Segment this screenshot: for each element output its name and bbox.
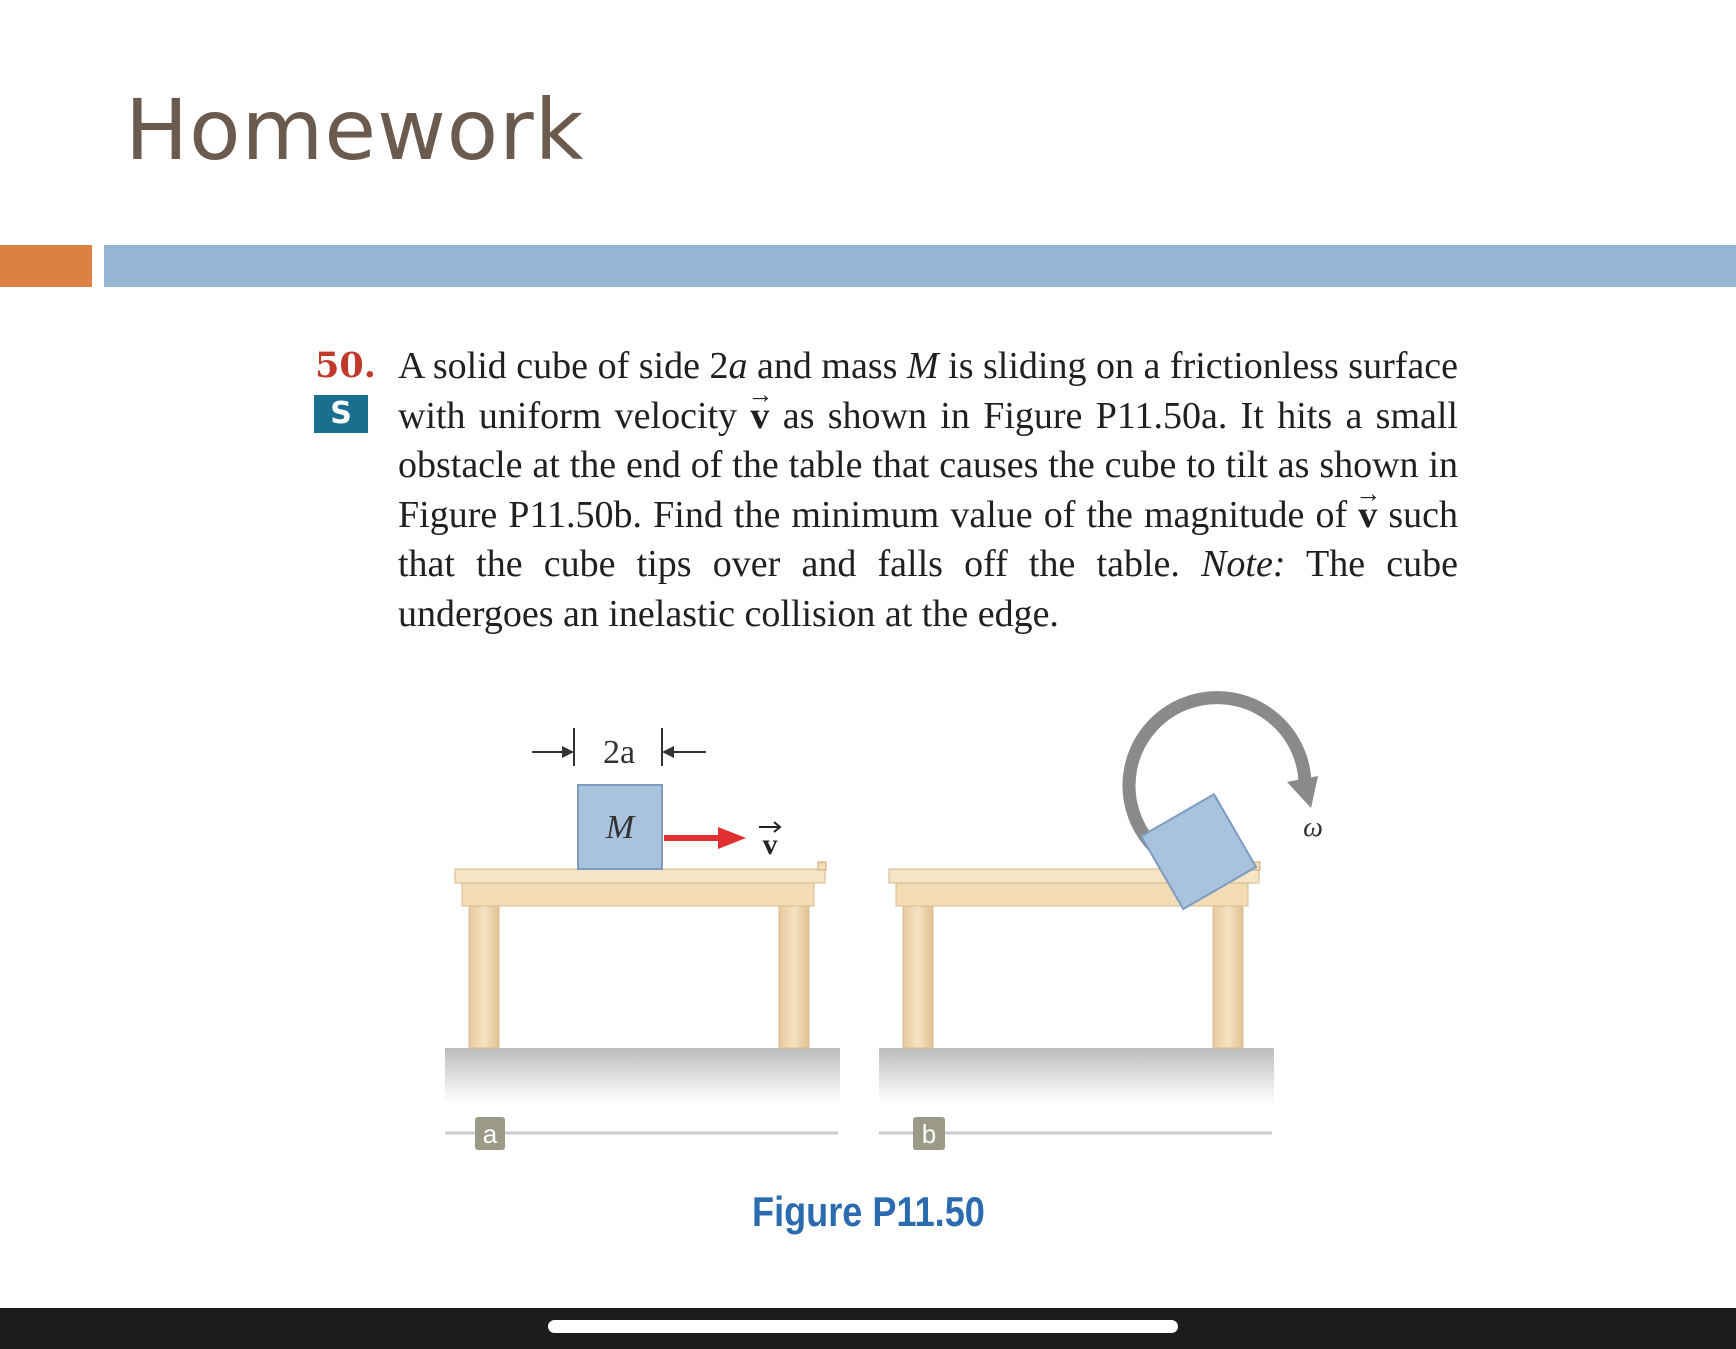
velocity-vector: → v (1358, 491, 1377, 541)
slide-title: Homework (125, 81, 585, 179)
table-leg (779, 905, 809, 1048)
table-leg (469, 905, 499, 1048)
text-part: A solid cube of side 2 (398, 345, 729, 387)
home-indicator[interactable] (548, 1320, 1178, 1333)
dimension-arrow-head (562, 746, 574, 758)
figure-caption: Figure P11.50 (752, 1188, 985, 1235)
velocity-vector: → v (750, 392, 769, 442)
rotation-arrow-head (1287, 776, 1318, 808)
mass-label: M (605, 809, 635, 846)
obstacle (818, 862, 826, 870)
text-part: such that the cube tips over and falls off the table. (398, 493, 1458, 586)
solution-badge: S (314, 395, 368, 433)
dimension-arrow-head (662, 746, 674, 758)
text-part: and mass (747, 345, 907, 387)
panel-a-label: a (482, 1119, 498, 1149)
omega-label: ω (1303, 812, 1323, 843)
table-top (455, 869, 825, 883)
variable-m: M (906, 345, 939, 387)
variable-a: a (728, 345, 748, 387)
text-part: as shown in Figure P11.50a. It hits a small obstacle at the end of the table that causes the cube to tilt as shown in Figure P11.50b. Find the minimum value of the magnitude of (398, 394, 1458, 536)
velocity-arrow-head (718, 827, 746, 849)
text-part: The cube undergoes an inelastic collision at the edge. (398, 543, 1459, 635)
dimension-label: 2a (602, 734, 636, 771)
problem-number: 50. (315, 345, 376, 386)
floor (879, 1048, 1274, 1103)
velocity-label: v (762, 828, 778, 861)
panel-b (879, 698, 1323, 1150)
table-apron (462, 882, 814, 906)
table-leg (903, 905, 933, 1048)
panel-b-label: b (921, 1119, 937, 1149)
text-part: is sliding on a frictionless surface with uniform velocity (398, 345, 1458, 437)
floor (445, 1048, 840, 1103)
panel-a (445, 728, 840, 1150)
table-leg (1213, 905, 1243, 1048)
note-label: Note: (1201, 543, 1286, 586)
